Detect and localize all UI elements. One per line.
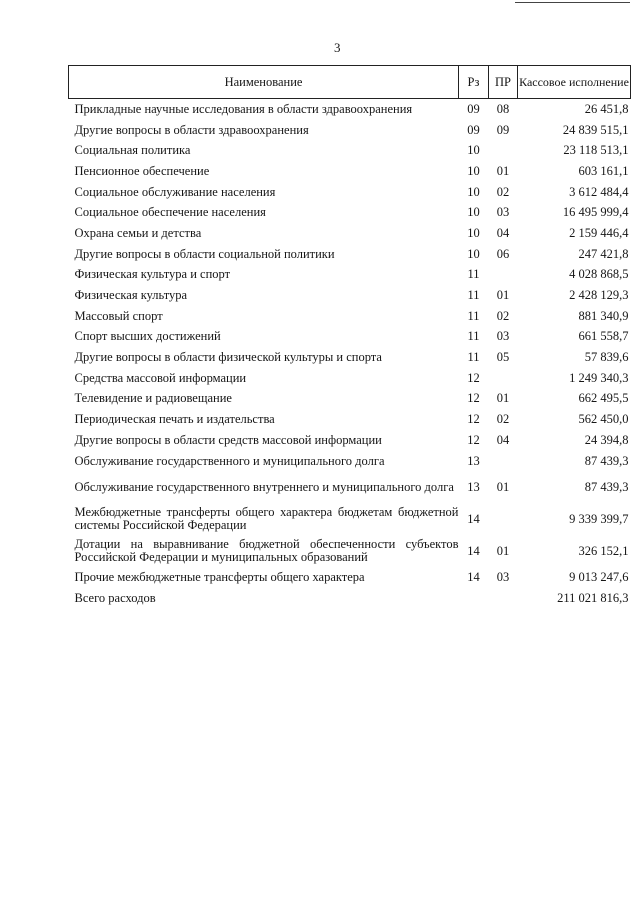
row-rz: 09 — [467, 101, 480, 116]
row-amount: 247 421,8 — [578, 246, 629, 261]
row-rz — [459, 588, 489, 609]
table-body — [69, 99, 631, 609]
row-pr: 01 — [496, 163, 510, 178]
row-pr: 03 — [496, 205, 510, 220]
row-name: Обслуживание государственного внутреннего и муниципального долга — [74, 479, 454, 494]
row-amount: 661 558,7 — [578, 329, 629, 344]
row-name: Средства массовой информации — [74, 370, 247, 385]
row-name: Прикладные научные исследования в области здравоохранения — [74, 101, 413, 116]
table-row — [69, 430, 631, 451]
row-rz: 11 — [467, 329, 480, 344]
row-pr — [489, 140, 518, 161]
table-row — [69, 389, 631, 410]
table-row — [69, 347, 631, 368]
row-rz: 14 — [467, 511, 480, 526]
row-amount: 9 339 399,7 — [569, 511, 629, 526]
row-name: Социальное обеспечение населения — [74, 205, 266, 220]
table-row — [69, 588, 631, 609]
row-pr — [489, 265, 518, 286]
row-name: Социальная политика — [74, 143, 191, 158]
row-rz: 13 — [467, 453, 480, 468]
row-amount: 3 612 484,4 — [569, 184, 629, 199]
row-amount: 2 428 129,3 — [569, 288, 629, 303]
row-rz: 11 — [467, 308, 480, 323]
row-rz: 11 — [467, 267, 480, 282]
expenditure-table — [68, 65, 631, 609]
table-row — [69, 120, 631, 141]
row-rz: 11 — [467, 350, 480, 365]
table-row — [69, 244, 631, 265]
row-name: Другие вопросы в области здравоохранения — [74, 122, 309, 137]
row-pr: 08 — [496, 101, 510, 116]
row-pr: 02 — [496, 184, 510, 199]
row-name: Дотации на выравнивание бюджетной обеспеченности субъектов Российской Федерации и муниципальных образований — [74, 537, 459, 565]
row-pr: 03 — [496, 570, 510, 585]
header-rz: Рз — [459, 66, 489, 99]
row-rz: 12 — [467, 370, 480, 385]
row-rz: 10 — [467, 205, 480, 220]
row-name: Охрана семьи и детства — [74, 225, 202, 240]
row-name: Всего расходов — [74, 590, 156, 605]
row-rz: 10 — [467, 163, 480, 178]
row-amount: 562 450,0 — [578, 412, 629, 427]
row-rz: 14 — [467, 570, 480, 585]
row-amount: 2 159 446,4 — [569, 225, 629, 240]
row-name: Обслуживание государственного и муниципального долга — [74, 453, 385, 468]
row-rz: 12 — [467, 391, 480, 406]
row-rz: 10 — [467, 225, 480, 240]
row-pr — [489, 588, 518, 609]
row-rz: 09 — [467, 122, 480, 137]
row-amount: 87 439,3 — [584, 453, 629, 468]
row-amount: 326 152,1 — [578, 543, 629, 558]
row-pr: 04 — [496, 432, 510, 447]
table-row — [69, 223, 631, 244]
row-name: Другие вопросы в области средств массовой информации — [74, 432, 382, 447]
row-rz: 10 — [467, 246, 480, 261]
row-amount: 9 013 247,6 — [569, 570, 629, 585]
table-row — [69, 182, 631, 203]
row-amount: 211 021 816,3 — [557, 590, 629, 605]
table-row — [69, 306, 631, 327]
table-row — [69, 202, 631, 223]
page-number: 3 — [334, 40, 341, 55]
row-pr: 09 — [496, 122, 510, 137]
row-amount: 1 249 340,3 — [569, 370, 629, 385]
row-rz: 11 — [467, 288, 480, 303]
row-name: Социальное обслуживание населения — [74, 184, 276, 199]
row-rz: 13 — [467, 479, 480, 494]
row-amount: 26 451,8 — [584, 101, 629, 116]
row-name: Другие вопросы в области социальной политики — [74, 246, 335, 261]
row-name: Телевидение и радиовещание — [74, 391, 232, 406]
header-amount: Кассовое исполнение — [518, 66, 631, 99]
table-row — [69, 327, 631, 348]
header-name: Наименование — [69, 66, 459, 99]
row-amount: 603 161,1 — [578, 163, 629, 178]
row-pr: 01 — [496, 543, 510, 558]
table-row — [69, 285, 631, 306]
row-rz: 14 — [467, 543, 480, 558]
table-header-row — [69, 66, 631, 99]
table-row — [69, 140, 631, 161]
row-rz: 10 — [467, 143, 480, 158]
top-rule — [515, 2, 630, 3]
table-row — [69, 567, 631, 588]
row-name: Прочие межбюджетные трансферты общего характера — [74, 570, 365, 585]
table-row — [69, 161, 631, 182]
row-pr — [489, 368, 518, 389]
row-amount: 24 839 515,1 — [562, 122, 629, 137]
row-pr: 01 — [496, 479, 510, 494]
row-pr: 02 — [496, 412, 510, 427]
row-amount: 23 118 513,1 — [563, 143, 629, 158]
table-row — [69, 503, 631, 535]
row-name: Спорт высших достижений — [74, 329, 221, 344]
row-name: Массовый спорт — [74, 308, 163, 323]
table-row — [69, 451, 631, 472]
table-row — [69, 409, 631, 430]
row-rz: 12 — [467, 432, 480, 447]
row-rz: 12 — [467, 412, 480, 427]
row-name: Пенсионное обеспечение — [74, 163, 210, 178]
table-row — [69, 535, 631, 567]
row-pr: 01 — [496, 391, 510, 406]
row-pr — [489, 451, 518, 472]
table-row — [69, 368, 631, 389]
row-name: Периодическая печать и издательства — [74, 412, 275, 427]
row-amount: 662 495,5 — [578, 391, 629, 406]
table-row — [69, 265, 631, 286]
row-name: Физическая культура — [74, 288, 188, 303]
row-rz: 10 — [467, 184, 480, 199]
row-amount: 57 839,6 — [584, 350, 629, 365]
row-pr: 02 — [496, 308, 510, 323]
table-row — [69, 471, 631, 503]
row-pr: 05 — [496, 350, 510, 365]
row-pr: 04 — [496, 225, 510, 240]
header-pr: ПР — [489, 66, 518, 99]
row-amount: 87 439,3 — [584, 479, 629, 494]
row-pr — [489, 503, 518, 535]
table-row — [69, 99, 631, 120]
row-name: Межбюджетные трансферты общего характера бюджетам бюджетной системы Российской Федерации — [74, 505, 459, 533]
row-amount: 881 340,9 — [578, 308, 629, 323]
row-amount: 4 028 868,5 — [569, 267, 629, 282]
row-amount: 16 495 999,4 — [562, 205, 629, 220]
row-name: Физическая культура и спорт — [74, 267, 231, 282]
row-pr: 01 — [496, 288, 510, 303]
row-name: Другие вопросы в области физической культуры и спорта — [74, 350, 382, 365]
row-pr: 03 — [496, 329, 510, 344]
row-amount: 24 394,8 — [584, 432, 629, 447]
row-pr: 06 — [496, 246, 510, 261]
